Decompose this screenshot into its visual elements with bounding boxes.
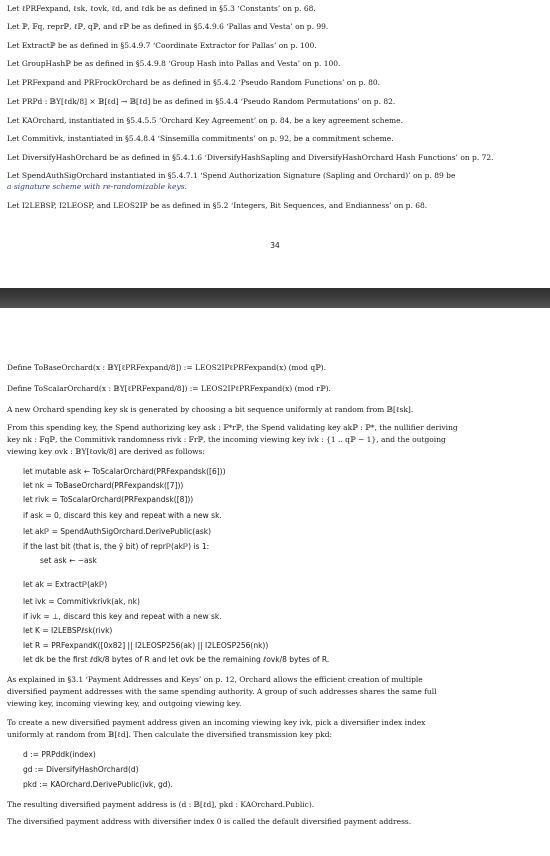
- text-line: a signature scheme with re-randomizable keys.: [7, 182, 187, 191]
- algorithm-line: let mutable ask ← ToScalarOrchard(PRFexpandsk([6])): [23, 467, 226, 476]
- page-number: 34: [270, 241, 280, 250]
- definition-line: Define ToBaseOrchard(x : 𝔹Y[ℓPRFexpand/8]) := LEOS2IPℓPRFexpand(x) (mod qℙ).: [7, 363, 327, 372]
- text-line: uniformly at random from 𝔹[ℓd]. Then calculate the diversified transmission key pkd:: [7, 730, 333, 739]
- text-line: Let ℙ, 𝔽q, reprℙ, ℓℙ, qℙ, and rℙ be as defined in §5.4.9.6 ‘Pallas and Vesta’ on p. 99.: [7, 22, 329, 31]
- text-line: Let KAOrchard, instantiated in §5.4.5.5 ‘Orchard Key Agreement’ on p. 84, be a key agreement scheme.: [7, 116, 403, 125]
- page-bottom: [0, 308, 550, 856]
- algorithm-line: let ivk = Commitivkrivk(ak, nk): [23, 597, 140, 606]
- algorithm-line: set ask ← −ask: [40, 556, 97, 565]
- text-line: Let PRFexpand and PRFrockOrchard be as defined in §5.4.2 ‘Pseudo Random Functions’ on p. 80.: [7, 78, 380, 87]
- algorithm-line: let dk be the first ℓdk/8 bytes of R and let ovk be the remaining ℓovk/8 bytes of R.: [23, 655, 330, 664]
- page-top: [0, 0, 550, 288]
- text-line: A new Orchard spending key sk is generated by choosing a bit sequence uniformly at random from 𝔹[ℓsk].: [7, 405, 414, 414]
- algorithm-line: let akℙ = SpendAuthSigOrchard.DerivePublic(ask): [23, 527, 212, 536]
- text-line: The diversified payment address with diversifier index 0 is called the default diversified payment address.: [7, 817, 412, 826]
- text-line: diversified payment addresses with the same spending authority. A group of such addresses shares the same full: [7, 687, 437, 696]
- text-line: Let SpendAuthSigOrchard instantiated in §5.4.7.1 ‘Spend Authorization Signature (Sapling and Orchard)’ on p. 89 be: [7, 171, 456, 180]
- algorithm-line: let nk = ToBaseOrchard(PRFexpandsk([7])): [23, 481, 184, 490]
- algorithm-line: if ivk = ⊥, discard this key and repeat with a new sk.: [23, 612, 222, 621]
- text-line: The resulting diversified payment address is (d : 𝔹[ℓd], pkd : KAOrchard.Public).: [7, 800, 315, 809]
- page-separator: [0, 288, 550, 308]
- text-line: Let ℓPRFexpand, ℓsk, ℓovk, ℓd, and ℓdk be as defined in §5.3 ‘Constants’ on p. 68.: [7, 4, 316, 13]
- formula-line: d := PRPddk(index): [23, 750, 96, 759]
- definition-line: Define ToScalarOrchard(x : 𝔹Y[ℓPRFexpand/8]) := LEOS2IPℓPRFexpand(x) (mod rℙ).: [7, 384, 331, 393]
- text-line: Let Commitivk, instantiated in §5.4.8.4 ‘Sinsemilla commitments’ on p. 92, be a commitment scheme.: [7, 134, 394, 143]
- text-line: Let GroupHashℙ be as defined in §5.4.9.8 ‘Group Hash into Pallas and Vesta’ on p. 100.: [7, 59, 341, 68]
- text-line: From this spending key, the Spend authorizing key ask : 𝔽*rℙ, the Spend validating key akℙ : ℙ*, the nullifier deriving: [7, 423, 458, 432]
- text-line: key nk : 𝔽qℙ, the Commitivk randomness rivk : 𝔽rℙ, the incoming viewing key ivk : {1 .. qℙ − 1}, and the outgoing: [7, 435, 446, 444]
- formula-line: pkd := KAOrchard.DerivePublic(ivk, gd).: [23, 780, 173, 789]
- text-line: viewing key ovk : 𝔹Y[ℓovk/8] are derived as follows:: [7, 447, 205, 456]
- text-line: As explained in §3.1 ‘Payment Addresses and Keys’ on p. 12, Orchard allows the efficient creation of multiple: [7, 675, 423, 684]
- algorithm-line: let R = PRFexpandK([0x82] || I2LEOSP256(ak) || I2LEOSP256(nk)): [23, 641, 269, 650]
- algorithm-line: let rivk = ToScalarOrchard(PRFexpandsk([8])): [23, 495, 194, 504]
- algorithm-line: if ask = 0, discard this key and repeat with a new sk.: [23, 511, 222, 520]
- text-line: Let I2LEBSP, I2LEOSP, and LEOS2IP be as defined in §5.2 ‘Integers, Bit Sequences, and Endianness’ on p. 68.: [7, 201, 428, 210]
- text-line: Let PRPd : 𝔹Y[ℓdk/8] × 𝔹[ℓd] → 𝔹[ℓd] be as defined in §5.4.4 ‘Pseudo Random Permutations’ on p. 82.: [7, 97, 396, 106]
- algorithm-line: if the last bit (that is, the ỹ bit) of reprℙ(akℙ) is 1:: [23, 542, 210, 551]
- text-line: viewing key, incoming viewing key, and outgoing viewing key.: [7, 699, 242, 708]
- text-line: Let Extractℙ be as defined in §5.4.9.7 ‘Coordinate Extractor for Pallas’ on p. 100.: [7, 41, 317, 50]
- formula-line: gd := DiversifyHashOrchard(d): [23, 765, 139, 774]
- algorithm-line: let ak = Extractℙ(akℙ): [23, 580, 108, 589]
- text-line: Let DiversifyHashOrchard be as defined in §5.4.1.6 ‘DiversifyHashSapling and DiversifyHashOrchard Hash Functions’ on p. 72.: [7, 153, 494, 162]
- text-line: To create a new diversified payment address given an incoming viewing key ivk, pick a diversifier index index: [7, 718, 426, 727]
- algorithm-line: let K = I2LEBSPℓsk(rivk): [23, 626, 113, 635]
